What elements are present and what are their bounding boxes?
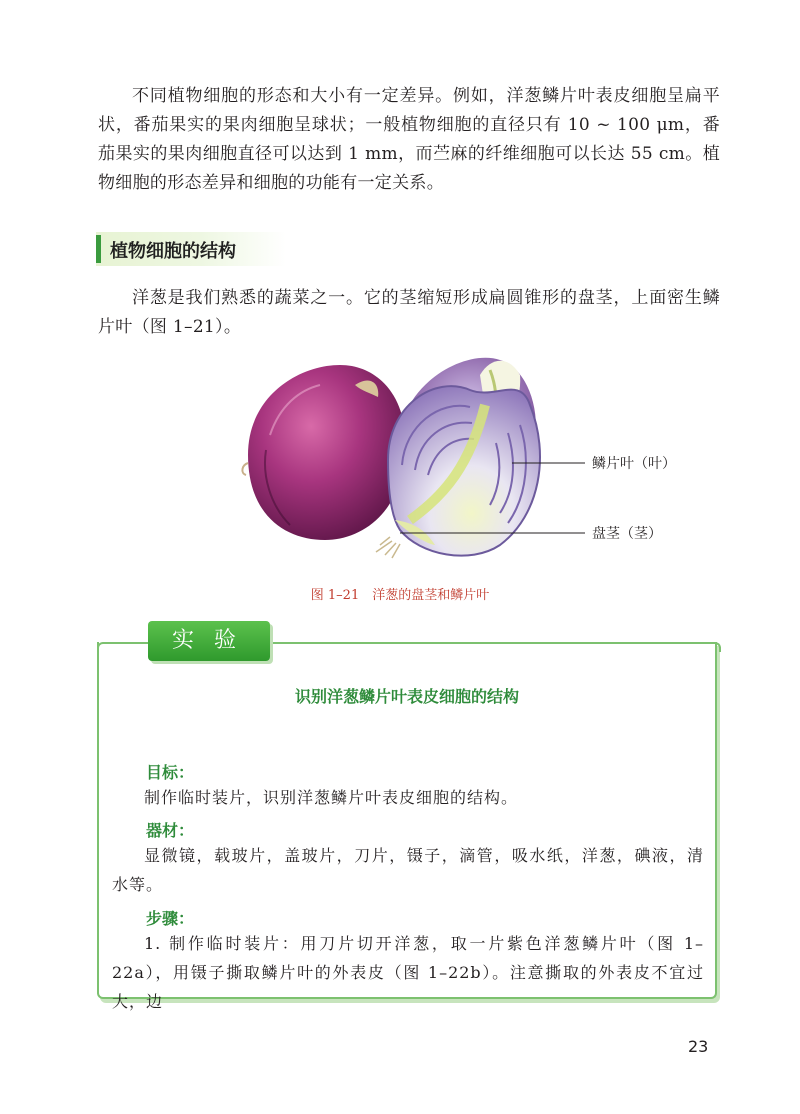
label-scale-leaf: 鳞片叶（叶） [592,456,676,472]
goal-text: 制作临时装片，识别洋葱鳞片叶表皮细胞的结构。 [144,788,519,807]
figure-caption: 图 1–21 洋葱的盘茎和鳞片叶 [310,588,490,603]
section-heading [96,232,286,266]
materials-text: 显微镜，载玻片，盖玻片，刀片，镊子，滴管，吸水纸，洋葱，碘液，清水等。 [112,846,704,894]
steps-label: 步骤： [146,909,195,928]
whole-onion [242,365,405,540]
intro-paragraph: 不同植物细胞的形态和大小有一定差异。例如，洋葱鳞片叶表皮细胞呈扁平状，番茄果实的果肉细胞呈球状；一般植物细胞的直径只有 10 ~ 100 μm，番茄果实的果肉细胞直径可以达到 1 mm，而苎麻的纤维细胞可以长达 55 cm。植物细胞的形态差异和细胞的功能有一定关系。 [98,86,720,193]
onion-figure [230,345,700,575]
experiment-title: 识别洋葱鳞片叶表皮细胞的结构 [294,687,519,706]
onion-paragraph: 洋葱是我们熟悉的蔬菜之一。它的茎缩短形成扁圆锥形的盘茎，上面密生鳞片叶（图 1–21）。 [98,288,720,337]
page-number: 23 [688,1037,709,1056]
section-title: 植物细胞的结构 [110,241,236,262]
materials-label: 器材： [146,821,195,840]
label-basal-stem: 盘茎（茎） [592,526,662,542]
goal-label: 目标： [146,763,195,782]
section-heading-bar [96,235,101,263]
experiment-tab: 实验 [148,621,270,661]
step-1-text: 1. 制作临时装片：用刀片切开洋葱，取一片紫色洋葱鳞片叶（图 1–22a），用镊子撕取鳞片叶的外表皮（图 1–22b）。注意撕取的外表皮不宜过大，边 [112,934,704,1011]
